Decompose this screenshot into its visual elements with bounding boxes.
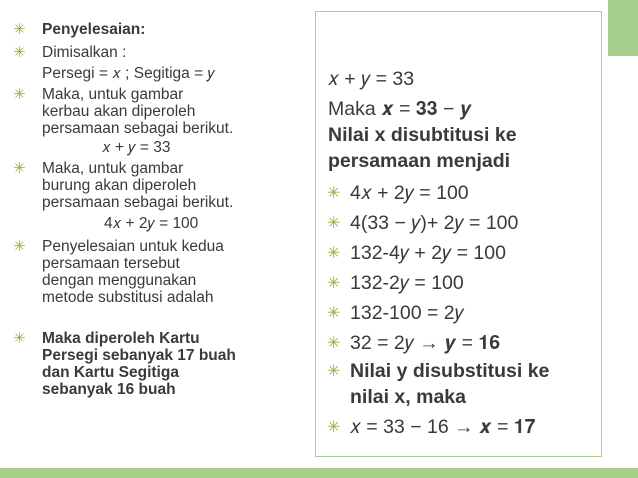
step-item: ✳ 4𝑥 + 2𝑦 = 100 [328, 180, 604, 206]
burung-line: persamaan sebagai berikut. [42, 194, 234, 211]
method-line: Penyelesaian untuk kedua [42, 238, 224, 255]
bullet-icon [328, 216, 341, 229]
bottom-accent-bar [0, 468, 638, 478]
heading-item [14, 21, 309, 38]
method-line: metode substitusi adalah [42, 289, 214, 306]
assign-text: Persegi = 𝑥 ; Segitiga = 𝑦 [42, 65, 215, 82]
bullet-icon [328, 186, 341, 199]
burung-line: burung akan diperoleh [42, 177, 197, 194]
bullet-icon [14, 23, 27, 36]
kerbau-equation: 𝑥 + 𝑦 = 33 [102, 139, 171, 156]
step-item: ✳ 32 = 2𝑦 → 𝒚 = 𝟏𝟔 [328, 330, 604, 356]
left-column [14, 21, 309, 398]
step-item: ✳ 132-4𝑦 + 2𝑦 = 100 [328, 240, 604, 266]
dimisalkan-text: Dimisalkan : [42, 44, 127, 61]
burung-equation: 4𝑥 + 2𝑦 = 100 [104, 215, 199, 232]
bullet-icon [328, 336, 341, 349]
right-column [328, 66, 604, 440]
step-item: ✳ 132-2𝑦 = 100 [328, 270, 604, 296]
heading-text: Penyelesaian: [42, 21, 146, 38]
conclusion-line: sebanyak 16 buah [42, 381, 176, 398]
conclusion-line: Persegi sebanyak 17 buah [42, 347, 236, 364]
kerbau-line: Maka, untuk gambar [42, 86, 184, 103]
bullet-icon [14, 162, 27, 175]
burung-item [14, 160, 309, 211]
assign-line [14, 65, 309, 82]
method-line: persamaan tersebut [42, 255, 180, 272]
maka-line: Maka 𝒙 = 𝟑𝟑 − 𝒚 [328, 98, 472, 120]
kerbau-item [14, 86, 309, 137]
kerbau-line: persamaan sebagai berikut. [42, 120, 234, 137]
kerbau-line: kerbau akan diperoleh [42, 103, 196, 120]
bullet-icon [328, 276, 341, 289]
bullet-icon [14, 88, 27, 101]
bullet-icon [14, 332, 27, 345]
bullet-icon [328, 306, 341, 319]
bullet-icon [328, 364, 341, 377]
dimisalkan-item [14, 44, 309, 61]
bullet-icon [14, 240, 27, 253]
substitution-x-text: Nilai x disubtitusi ke persamaan menjadi [328, 124, 517, 172]
equation-line: 𝑥 + 𝑦 = 33 [328, 68, 415, 90]
bullet-icon [328, 420, 341, 433]
bullet-icon [328, 246, 341, 259]
method-line: dengan menggunakan [42, 272, 197, 289]
bullet-icon [14, 46, 27, 59]
step-item: ✳ 4(33 − 𝑦)+ 2𝑦 = 100 [328, 210, 604, 236]
conclusion-line: dan Kartu Segitiga [42, 364, 179, 381]
step-item: ✳ 132-100 = 2𝑦 [328, 300, 604, 326]
method-item [14, 238, 309, 306]
burung-line: Maka, untuk gambar [42, 160, 184, 177]
corner-accent-block [608, 0, 638, 56]
conclusion-item [14, 330, 309, 398]
conclusion-line: Maka diperoleh Kartu [42, 330, 200, 347]
final-step-item: ✳ 𝑥 = 33 − 16 → 𝒙 = 𝟏𝟕 [328, 414, 604, 440]
substitution-y-item: ✳ Nilai y disubstitusi ke nilai x, maka [328, 358, 604, 410]
